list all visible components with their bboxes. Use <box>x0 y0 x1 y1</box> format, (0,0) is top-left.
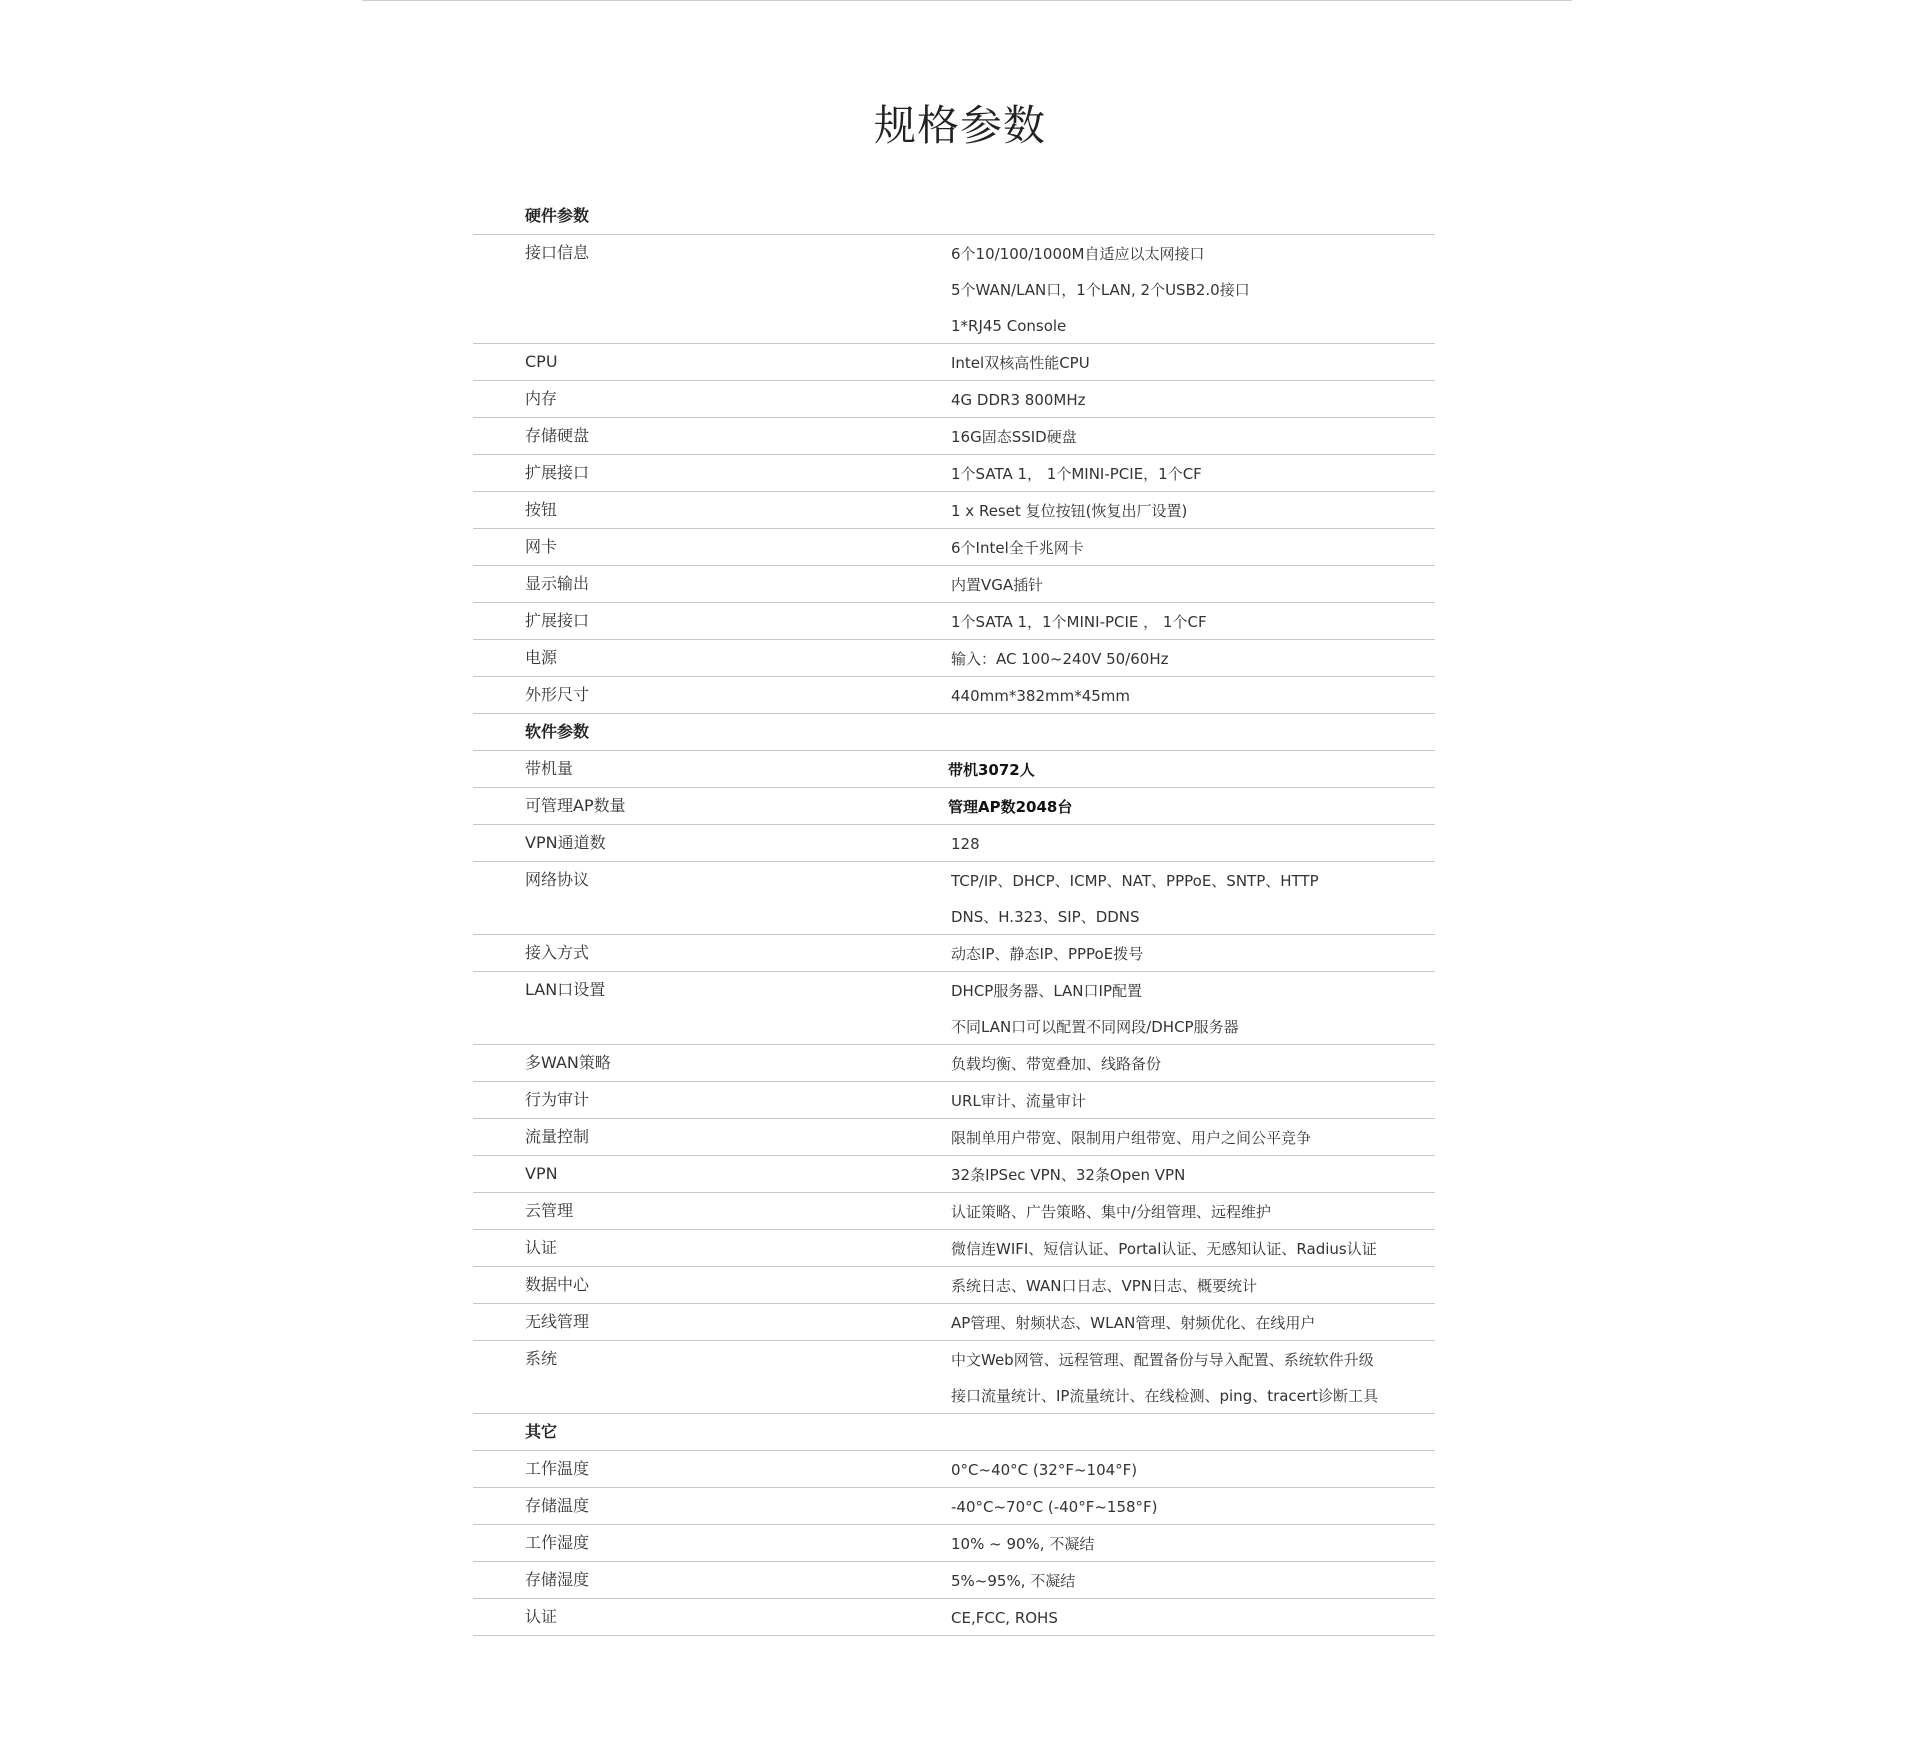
spec-value-line: Intel双核高性能CPU <box>951 354 1090 372</box>
spec-value <box>951 1267 1435 1303</box>
spec-row <box>473 1230 1435 1267</box>
spec-label: 流量控制 <box>525 1127 590 1146</box>
spec-value-line: 微信连WIFI、短信认证、Portal认证、无感知认证、Radius认证 <box>951 1240 1377 1258</box>
spec-value <box>951 1156 1435 1192</box>
spec-row <box>473 1562 1435 1599</box>
spec-row <box>473 381 1435 418</box>
spec-label: 行为审计 <box>525 1090 590 1109</box>
spec-label: 接口信息 <box>525 243 590 262</box>
spec-value-line: 6个Intel全千兆网卡 <box>951 539 1084 557</box>
spec-value-line: URL审计、流量审计 <box>951 1092 1086 1110</box>
spec-row <box>473 677 1435 714</box>
spec-value-line: 1个SATA 1， 1个MINI-PCIE，1个CF <box>951 465 1202 483</box>
spec-label: 可管理AP数量 <box>525 796 626 815</box>
spec-value <box>951 1082 1435 1118</box>
spec-label: 系统 <box>525 1349 558 1368</box>
spec-row <box>473 418 1435 455</box>
spec-row <box>473 972 1435 1045</box>
spec-value <box>948 751 1435 787</box>
spec-row <box>473 566 1435 603</box>
spec-value-line: 440mm*382mm*45mm <box>951 687 1131 705</box>
spec-row <box>473 1341 1435 1414</box>
spec-label: 认证 <box>525 1607 558 1626</box>
spec-value <box>951 825 1435 861</box>
spec-row <box>473 1193 1435 1230</box>
spec-value-line: DNS、H.323、SIP、DDNS <box>951 908 1140 926</box>
spec-label: 按钮 <box>525 500 558 519</box>
spec-value-line: 0°C~40°C (32°F~104°F) <box>951 1461 1138 1479</box>
spec-label: 扩展接口 <box>525 611 590 630</box>
spec-value <box>948 788 1435 824</box>
spec-label: 存储湿度 <box>525 1570 590 1589</box>
spec-value <box>951 1045 1435 1081</box>
spec-value <box>951 529 1435 565</box>
spec-row <box>473 1156 1435 1193</box>
spec-value-line: 1*RJ45 Console <box>951 317 1067 335</box>
spec-value <box>951 1341 1435 1413</box>
spec-value-line: 带机3072人 <box>948 761 1035 779</box>
spec-value <box>951 381 1435 417</box>
section-header <box>473 714 1435 751</box>
spec-value <box>951 1193 1435 1229</box>
spec-value <box>951 1119 1435 1155</box>
spec-value-line: 128 <box>951 835 980 853</box>
spec-row <box>473 1267 1435 1304</box>
spec-label: VPN <box>525 1164 558 1183</box>
spec-value-line: TCP/IP、DHCP、ICMP、NAT、PPPoE、SNTP、HTTP <box>951 872 1319 890</box>
spec-table <box>473 198 1435 1636</box>
spec-label: 多WAN策略 <box>525 1053 611 1072</box>
spec-label: 带机量 <box>525 759 574 778</box>
spec-label: VPN通道数 <box>525 833 606 852</box>
section-title: 硬件参数 <box>525 206 590 225</box>
spec-row <box>473 862 1435 935</box>
spec-value-line: 中文Web网管、远程管理、配置备份与导入配置、系统软件升级 <box>951 1351 1374 1369</box>
spec-row <box>473 788 1435 825</box>
spec-row <box>473 1525 1435 1562</box>
spec-value <box>951 640 1435 676</box>
spec-row <box>473 529 1435 566</box>
spec-label: 存储硬盘 <box>525 426 590 445</box>
spec-value-line: 32条IPSec VPN、32条Open VPN <box>951 1166 1186 1184</box>
spec-value-line: 系统日志、WAN口日志、VPN日志、概要统计 <box>951 1277 1258 1295</box>
spec-value-line: 6个10/100/1000M自适应以太网接口 <box>951 245 1205 263</box>
spec-value-line: -40°C~70°C (-40°F~158°F) <box>951 1498 1158 1516</box>
section-title: 其它 <box>525 1422 558 1441</box>
spec-value <box>951 1599 1435 1635</box>
spec-row <box>473 1599 1435 1636</box>
section-header <box>473 1414 1435 1451</box>
spec-row <box>473 455 1435 492</box>
spec-label: 显示输出 <box>525 574 590 593</box>
spec-value-line: 1个SATA 1，1个MINI-PCIE ， 1个CF <box>951 613 1207 631</box>
spec-value-line: 10% ~ 90%, 不凝结 <box>951 1535 1095 1553</box>
spec-label: 工作湿度 <box>525 1533 590 1552</box>
spec-label: 认证 <box>525 1238 558 1257</box>
spec-label: 外形尺寸 <box>525 685 590 704</box>
spec-value-line: 输入：AC 100~240V 50/60Hz <box>951 650 1169 668</box>
spec-value-line: 5%~95%, 不凝结 <box>951 1572 1076 1590</box>
section-title: 软件参数 <box>525 722 590 741</box>
spec-value <box>951 603 1435 639</box>
spec-label: LAN口设置 <box>525 980 606 999</box>
spec-value <box>951 566 1435 602</box>
top-divider <box>362 0 1572 1</box>
spec-label: 数据中心 <box>525 1275 590 1294</box>
spec-label: 接入方式 <box>525 943 590 962</box>
spec-row <box>473 640 1435 677</box>
spec-value-line: 不同LAN口可以配置不同网段/DHCP服务器 <box>951 1018 1239 1036</box>
section-header <box>473 198 1435 235</box>
spec-value <box>951 492 1435 528</box>
spec-row <box>473 1488 1435 1525</box>
spec-value-line: 负载均衡、带宽叠加、线路备份 <box>951 1055 1162 1073</box>
spec-row <box>473 1119 1435 1156</box>
spec-label: 存储温度 <box>525 1496 590 1515</box>
spec-value <box>951 455 1435 491</box>
spec-label: 内存 <box>525 389 558 408</box>
spec-value <box>951 235 1435 343</box>
spec-label: 工作温度 <box>525 1459 590 1478</box>
spec-row <box>473 935 1435 972</box>
spec-value-line: 5个WAN/LAN口，1个LAN, 2个USB2.0接口 <box>951 281 1250 299</box>
spec-value <box>951 418 1435 454</box>
spec-value <box>951 972 1435 1044</box>
spec-value <box>951 935 1435 971</box>
spec-value <box>951 344 1435 380</box>
spec-value-line: AP管理、射频状态、WLAN管理、射频优化、在线用户 <box>951 1314 1316 1332</box>
spec-row <box>473 751 1435 788</box>
spec-label: 网络协议 <box>525 870 590 889</box>
spec-value-line: 认证策略、广告策略、集中/分组管理、远程维护 <box>951 1203 1272 1221</box>
spec-row <box>473 1082 1435 1119</box>
spec-row <box>473 235 1435 344</box>
spec-value <box>951 1230 1435 1266</box>
spec-label: 无线管理 <box>525 1312 590 1331</box>
spec-value-line: 限制单用户带宽、限制用户组带宽、用户之间公平竞争 <box>951 1129 1312 1147</box>
spec-row <box>473 603 1435 640</box>
spec-value <box>951 1451 1435 1487</box>
spec-label: 扩展接口 <box>525 463 590 482</box>
spec-label: 网卡 <box>525 537 558 556</box>
spec-value <box>951 1488 1435 1524</box>
spec-value-line: 16G固态SSID硬盘 <box>951 428 1077 446</box>
spec-value <box>951 862 1435 934</box>
spec-row <box>473 1451 1435 1488</box>
spec-row <box>473 825 1435 862</box>
spec-value <box>951 1525 1435 1561</box>
spec-value-line: 动态IP、静态IP、PPPoE拨号 <box>951 945 1144 963</box>
spec-value-line: CE,FCC, ROHS <box>951 1609 1058 1627</box>
spec-value <box>951 1562 1435 1598</box>
spec-row <box>473 1045 1435 1082</box>
spec-label: 电源 <box>525 648 558 667</box>
spec-row <box>473 344 1435 381</box>
spec-value-line: 1 x Reset 复位按钮(恢复出厂设置) <box>951 502 1188 520</box>
spec-value-line: 4G DDR3 800MHz <box>951 391 1086 409</box>
spec-label: 云管理 <box>525 1201 574 1220</box>
page-title: 规格参数 <box>873 101 1046 150</box>
spec-value-line: 管理AP数2048台 <box>948 798 1073 816</box>
spec-row <box>473 492 1435 529</box>
spec-value-line: 接口流量统计、IP流量统计、在线检测、ping、tracert诊断工具 <box>951 1387 1378 1405</box>
spec-row <box>473 1304 1435 1341</box>
spec-value-line: 内置VGA插针 <box>951 576 1044 594</box>
spec-label: CPU <box>525 352 558 371</box>
spec-value <box>951 677 1435 713</box>
spec-value-line: DHCP服务器、LAN口IP配置 <box>951 982 1143 1000</box>
spec-value <box>951 1304 1435 1340</box>
